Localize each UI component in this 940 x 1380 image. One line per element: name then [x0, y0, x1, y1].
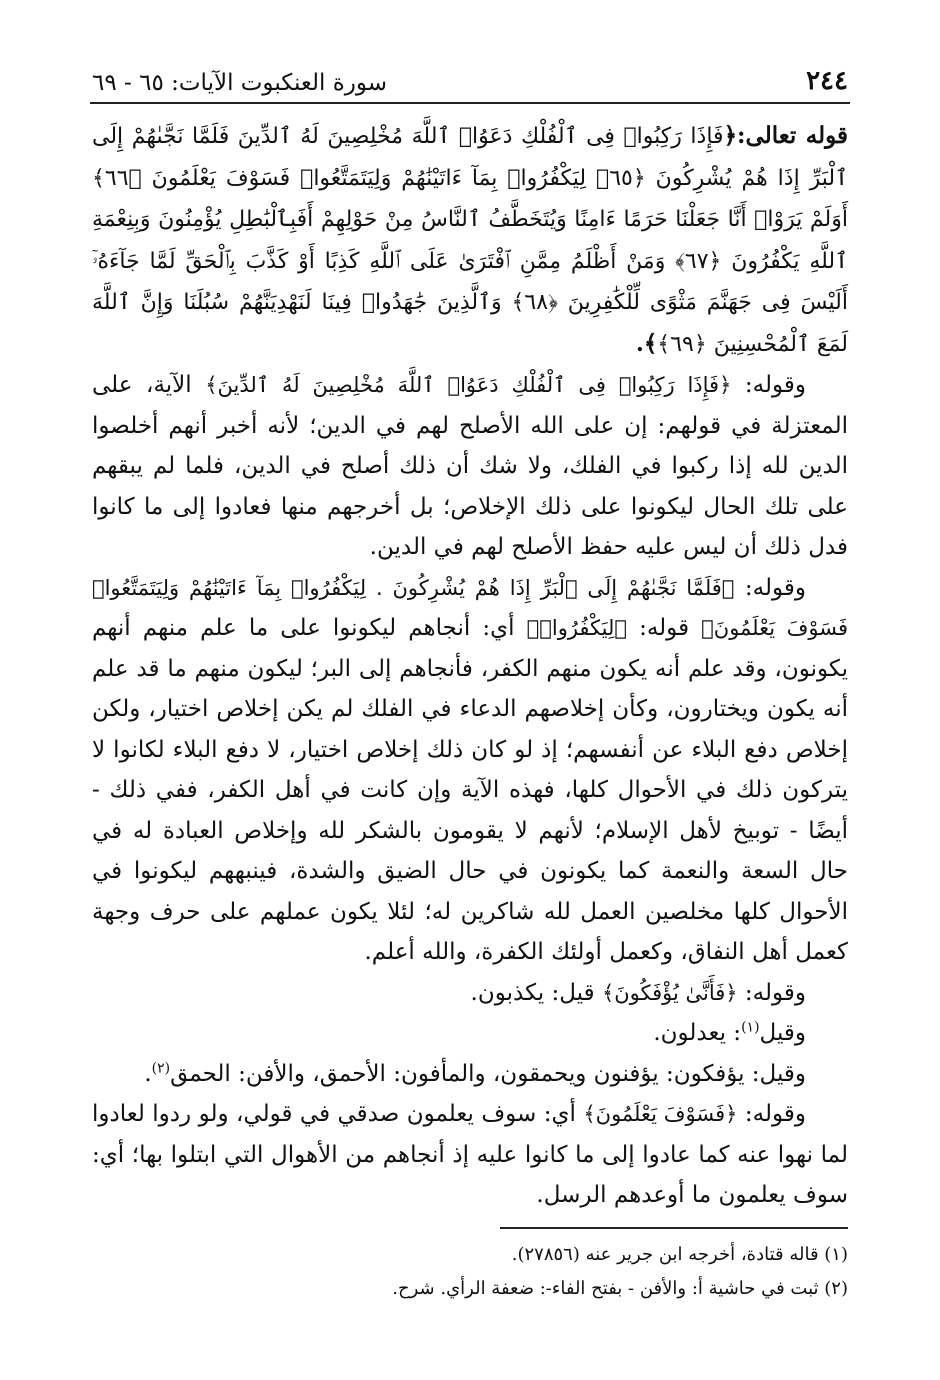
p6-text: أي: سوف يعلمون صدقي في قولي، ولو ردوا لعادوا لما نهوا عنه كما عادوا إلى ما كانوا عليه إذ أنجاهم من الأهوال التي ابتلوا بها؛ أي: سوف يعلمون ما أوعدهم الرسل.: [92, 1101, 848, 1208]
p3-text: قيل: يكذبون.: [470, 979, 602, 1006]
footnote-2: (٢) ثبت في حاشية أ: والأفن - بفتح الفاء-: ضعفة الرأي. شرح.: [392, 1278, 848, 1299]
page-header: [92, 56, 848, 96]
p1-text: الآية، على المعتزلة في قولهم: إن على الله الأصلح لهم في الدين؛ لأنه أخبر أنهم أخلصوا الدين لله إذا ركبوا في الفلك، ولا شك أن ذلك أصلح في الدين، فلما لم يبقهم على تلك الحال ليكونوا على ذلك الإخلاص؛ بل أخرجهم منها فعادوا إلى ما كانوا فدل ذلك أن ليس عليه حفظ الأصلح لهم في الدين.: [92, 372, 848, 560]
footnote-divider: [500, 1227, 848, 1229]
p4-lead: وقيل: [759, 1020, 806, 1046]
paragraph-3: [92, 973, 848, 1014]
quran-verses: فَإِذَا رَكِبُوا۟ فِى ٱلْفُلْكِ دَعَوُا۟ ٱللَّهَ مُخْلِصِينَ لَهُ ٱلدِّينَ فَلَمَّا نَجَّىٰهُمْ إِلَى ٱلْبَرِّ إِذَا هُمْ يُشْرِكُونَ ﴿٦٥﴾ لِيَكْفُرُوا۟ بِمَآ ءَاتَيْنَٰهُمْ وَلِيَتَمَتَّعُوا۟ فَسَوْفَ يَعْلَمُونَ ﴿٦٦﴾ أَوَلَمْ يَرَوْا۟ أَنَّا جَعَلْنَا حَرَمًا ءَامِنًا وَيُتَخَطَّفُ ٱلنَّاسُ مِنْ حَوْلِهِمْ أَفَبِٱلْبَٰطِلِ يُؤْمِنُونَ وَبِنِعْمَةِ ٱللَّهِ يَكْفُرُونَ ﴿٦٧﴾ وَمَنْ أَظْلَمُ مِمَّنِ ٱفْتَرَىٰ عَلَى ٱللَّهِ كَذِبًا أَوْ كَذَّبَ بِٱلْحَقِّ لَمَّا جَآءَهُۥٓ أَلَيْسَ فِى جَهَنَّمَ مَثْوًى لِّلْكَٰفِرِينَ ﴿٦٨﴾ وَٱلَّذِينَ جَٰهَدُوا۟ فِينَا لَنَهْدِيَنَّهُمْ سُبُلَنَا وَإِنَّ ٱللَّهَ لَمَعَ ٱلْمُحْسِنِينَ ﴿٦٩﴾: [92, 124, 849, 357]
sura-title: سورة العنكبوت الآيات: ٦٥ - ٦٩: [92, 70, 388, 96]
verse-label: قوله تعالى:: [737, 122, 848, 149]
p2-mid: قوله:: [626, 615, 702, 641]
p2-verse-1: ﴿فَلَمَّا نَجَّىٰهُمْ إِلَى ٱلْبَرِّ إِذَا هُمْ يُشْرِكُونَ . لِيَكْفُرُوا۟ بِمَآ ءَاتَيْنَٰهُمْ وَلِيَتَمَتَّعُوا۟ فَسَوْفَ يَعْلَمُونَ﴾: [92, 575, 848, 640]
p3-verse: ﴿فَأَنَّىٰ يُؤْفَكُونَ﴾: [601, 980, 738, 1005]
p2-text: أي: أنجاهم ليكونوا على ما علم منهم أنهم يكونون، وقد علم أنه يكون منهم الكفر، فأنجاهم إلى البر؛ ليكون منهم ما قد علم أنه يكون ويختارون، وكأن إخلاصهم الدعاء في الفلك لم يكن إخلاص اختيار، ولكن إخلاص دفع البلاء عن أنفسهم؛ إذ لو كان ذلك إخلاص اختيار، لا دفع البلاء لكانوا لا يتركون ذلك في الأحوال كلها، فهذه الآية وإن كانت في أهل الكفر، ففي ذلك - أيضًا - توبيخ لأهل الإسلام؛ لأنهم لا يقومون بالشكر لله وإخلاص العبادة له في حال السعة والنعمة كما يكونون في حال الضيق والشدة، فينبههم ليكونوا في الأحوال كلها مخلصين العمل لله شاكرين له؛ لئلا يكون عملهم على حرف وجهة كعمل أهل النفاق، وكعمل أولئك الكفرة، والله أعلم.: [92, 615, 848, 965]
p5-end: .: [144, 1060, 152, 1087]
p1-verse: ﴿فَإِذَا رَكِبُوا۟ فِى ٱلْفُلْكِ دَعَوُا۟ ٱللَّهَ مُخْلِصِينَ لَهُ ٱلدِّينَ﴾: [205, 373, 732, 397]
p4-text: : يعدلون.: [653, 1020, 742, 1046]
verse-close-bracket: ﴾.: [635, 329, 658, 357]
paragraph-6: [92, 1094, 848, 1216]
p2-verse-2: ﴿لِيَكْفُرُوا۟﴾: [526, 616, 627, 640]
header-divider: [90, 102, 850, 104]
p5-text: وقيل: يؤفكون: يؤفنون ويحمقون، والمأفون: الأحمق، والأفن: الحمق: [170, 1060, 806, 1087]
paragraph-1: [92, 365, 848, 568]
paragraph-2: [92, 568, 848, 973]
page-body: [92, 116, 848, 1216]
page-number: ٢٤٤: [806, 66, 848, 96]
verse-block: [92, 116, 848, 365]
paragraph-4: [92, 1013, 848, 1054]
paragraph-5: [92, 1054, 848, 1095]
footnote-1: (١) قاله قتادة، أخرجه ابن جرير عنه (٢٧٨٥٦).: [511, 1244, 848, 1265]
verse-open-bracket: ﴿: [723, 122, 738, 149]
footnote-ref-1[interactable]: (١): [741, 1019, 760, 1036]
p2-lead: وقوله:: [734, 574, 806, 601]
p6-lead: وقوله:: [737, 1101, 806, 1127]
footnotes: [92, 1238, 848, 1306]
p3-lead: وقوله:: [737, 979, 806, 1006]
footnote-ref-2[interactable]: (٢): [151, 1059, 171, 1076]
p1-lead: وقوله:: [731, 372, 806, 398]
p6-verse: ﴿فَسَوْفَ يَعْلَمُونَ﴾: [583, 1102, 738, 1126]
